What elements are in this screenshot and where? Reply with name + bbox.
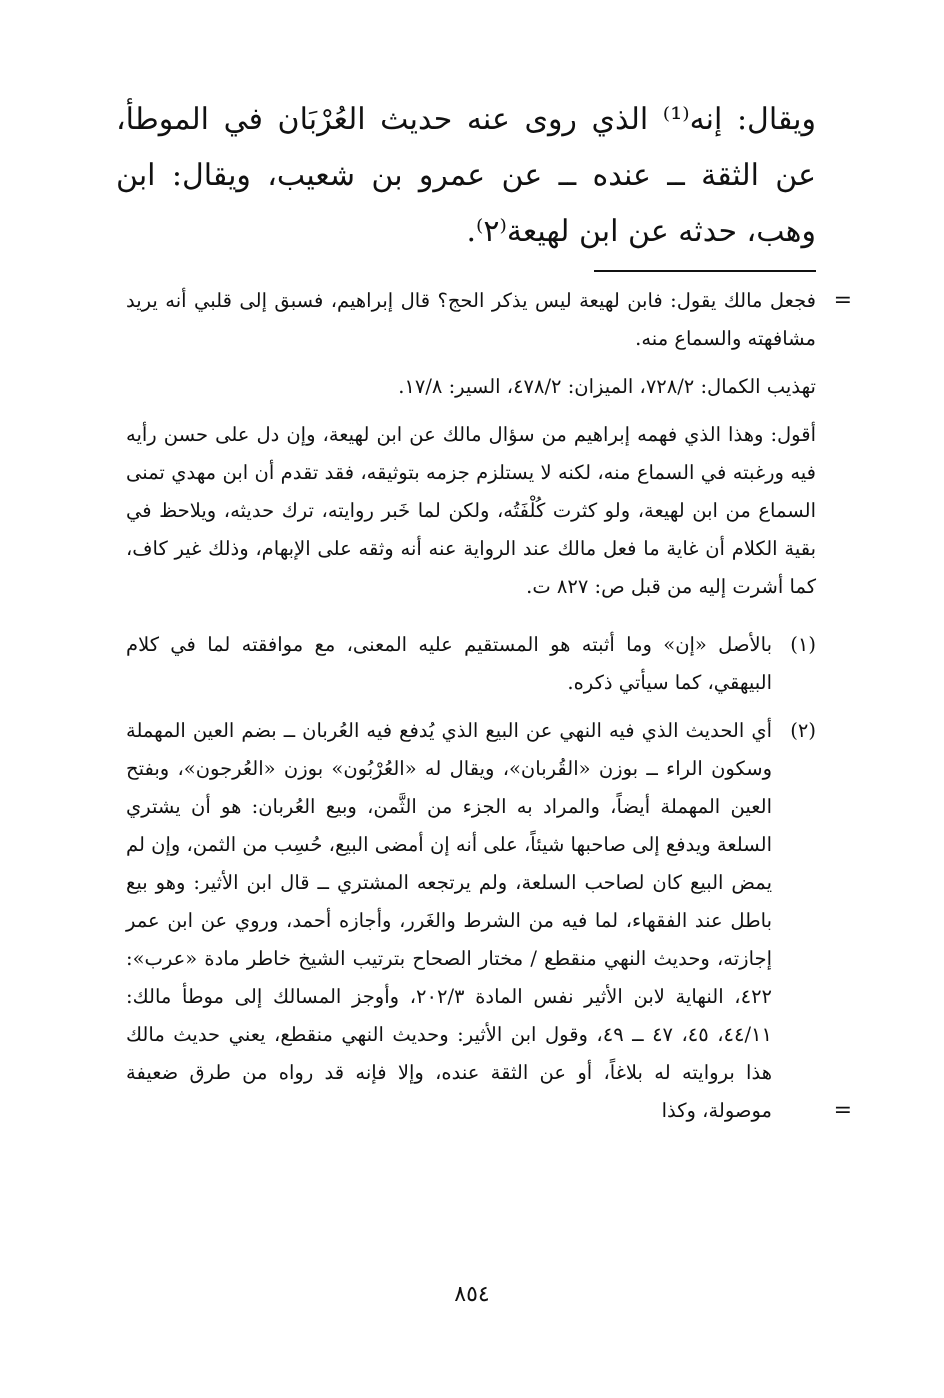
main-paragraph: ويقال: إنه⁽¹⁾ الذي روى عنه حديث العُرْبَان في الموطأ، عن الثقة ــ عنده ــ عن عمرو بن شعيب، ويقال: ابن وهب، حدثه عن ابن لهيعة⁽٢⁾. [116,102,817,249]
page-number: ٨٥٤ [454,1282,490,1307]
footnote-1 [126,626,816,702]
footnote-continuation [126,282,852,606]
end-continuation-mark: = [833,1098,852,1123]
footnote-1-text: بالأصل «إن» وما أثبته هو المستقيم عليه المعنى، مع موافقته لما في كلام البيهقي، كما سيأتي ذكره. [126,633,772,694]
continuation-mark: = [833,288,852,313]
footnote-1-number: (١) [790,633,816,656]
footnote-2-text: أي الحديث الذي فيه النهي عن البيع الذي يُدفع فيه العُربان ــ بضم العين المهملة وسكون الراء ــ بوزن «القُربان»، ويقال له «العُرْبُون» بوزن «العُرجون»، وبفتح العين المهملة أيضاً، والمراد به الجزء من الثَّمن، وبيع العُربان: هو أن يشتري السلعة ويدفع إلى صاحبها شيئاً، على أنه إن أمضى البيع، حُسِب من الثمن، وإن لم يمض البيع كان لصاحب السلعة، ولم يرتجعه المشتري ــ قال ابن الأثير: وهو بيع باطل عند الفقهاء، لما فيه من الشرط والغَرر، وأجازه أحمد، وروي عن ابن عمر إجازته، وحديث النهي منقطع / مختار الصحاح بترتيب الشيخ خاطر مادة «عرب»: ٤٢٢، النهاية لابن الأثير نفس المادة ٢٠٢/٣، وأوجز المسالك إلى موطأ مالك: ٤٤/١١، ٤٥، ٤٧ ــ ٤٩، وقول ابن الأثير: وحديث النهي منقطع، يعني حديث مالك هذا بروايته له بلاغاً، أو عن الثقة عنده، وإلا فإنه قد رواه من طرق ضعيفة موصولة، وكذا [126,719,773,1122]
references-line: تهذيب الكمال: ٧٢٨/٢، الميزان: ٤٧٨/٢، السير: ١٧/٨. [398,375,816,398]
author-comment: أقول: وهذا الذي فهمه إبراهيم من سؤال مالك عن ابن لهيعة، وإن دل على حسن رأيه فيه ورغبته في السماع منه، لكنه لا يستلزم جزمه بتوثيقه، فقد تقدم أن ابن مهدي تمنى السماع من ابن لهيعة، ولو كثرت كُلْفَتُه، ولكن لما خَبر روايته، ترك حديثه، ويلاحظ في بقية الكلام أن غاية ما فعل مالك عند الرواية عنه أنه وثقه على الإبهام، وذلك غير كاف، كما أشرت إليه من قبل ص: ٨٢٧ ت. [126,423,816,598]
continuation-paragraph: فجعل مالك يقول: فابن لهيعة ليس يذكر الحج؟ قال إبراهيم، فسبق إلى قلبي أنه يريد مشافهته والسماع منه. [126,289,816,350]
footnote-separator [594,270,816,272]
footnotes-block [126,282,852,1130]
footnote-2 [126,712,852,1130]
footnote-2-number: (٢) [790,719,816,742]
main-text-block [116,92,816,260]
